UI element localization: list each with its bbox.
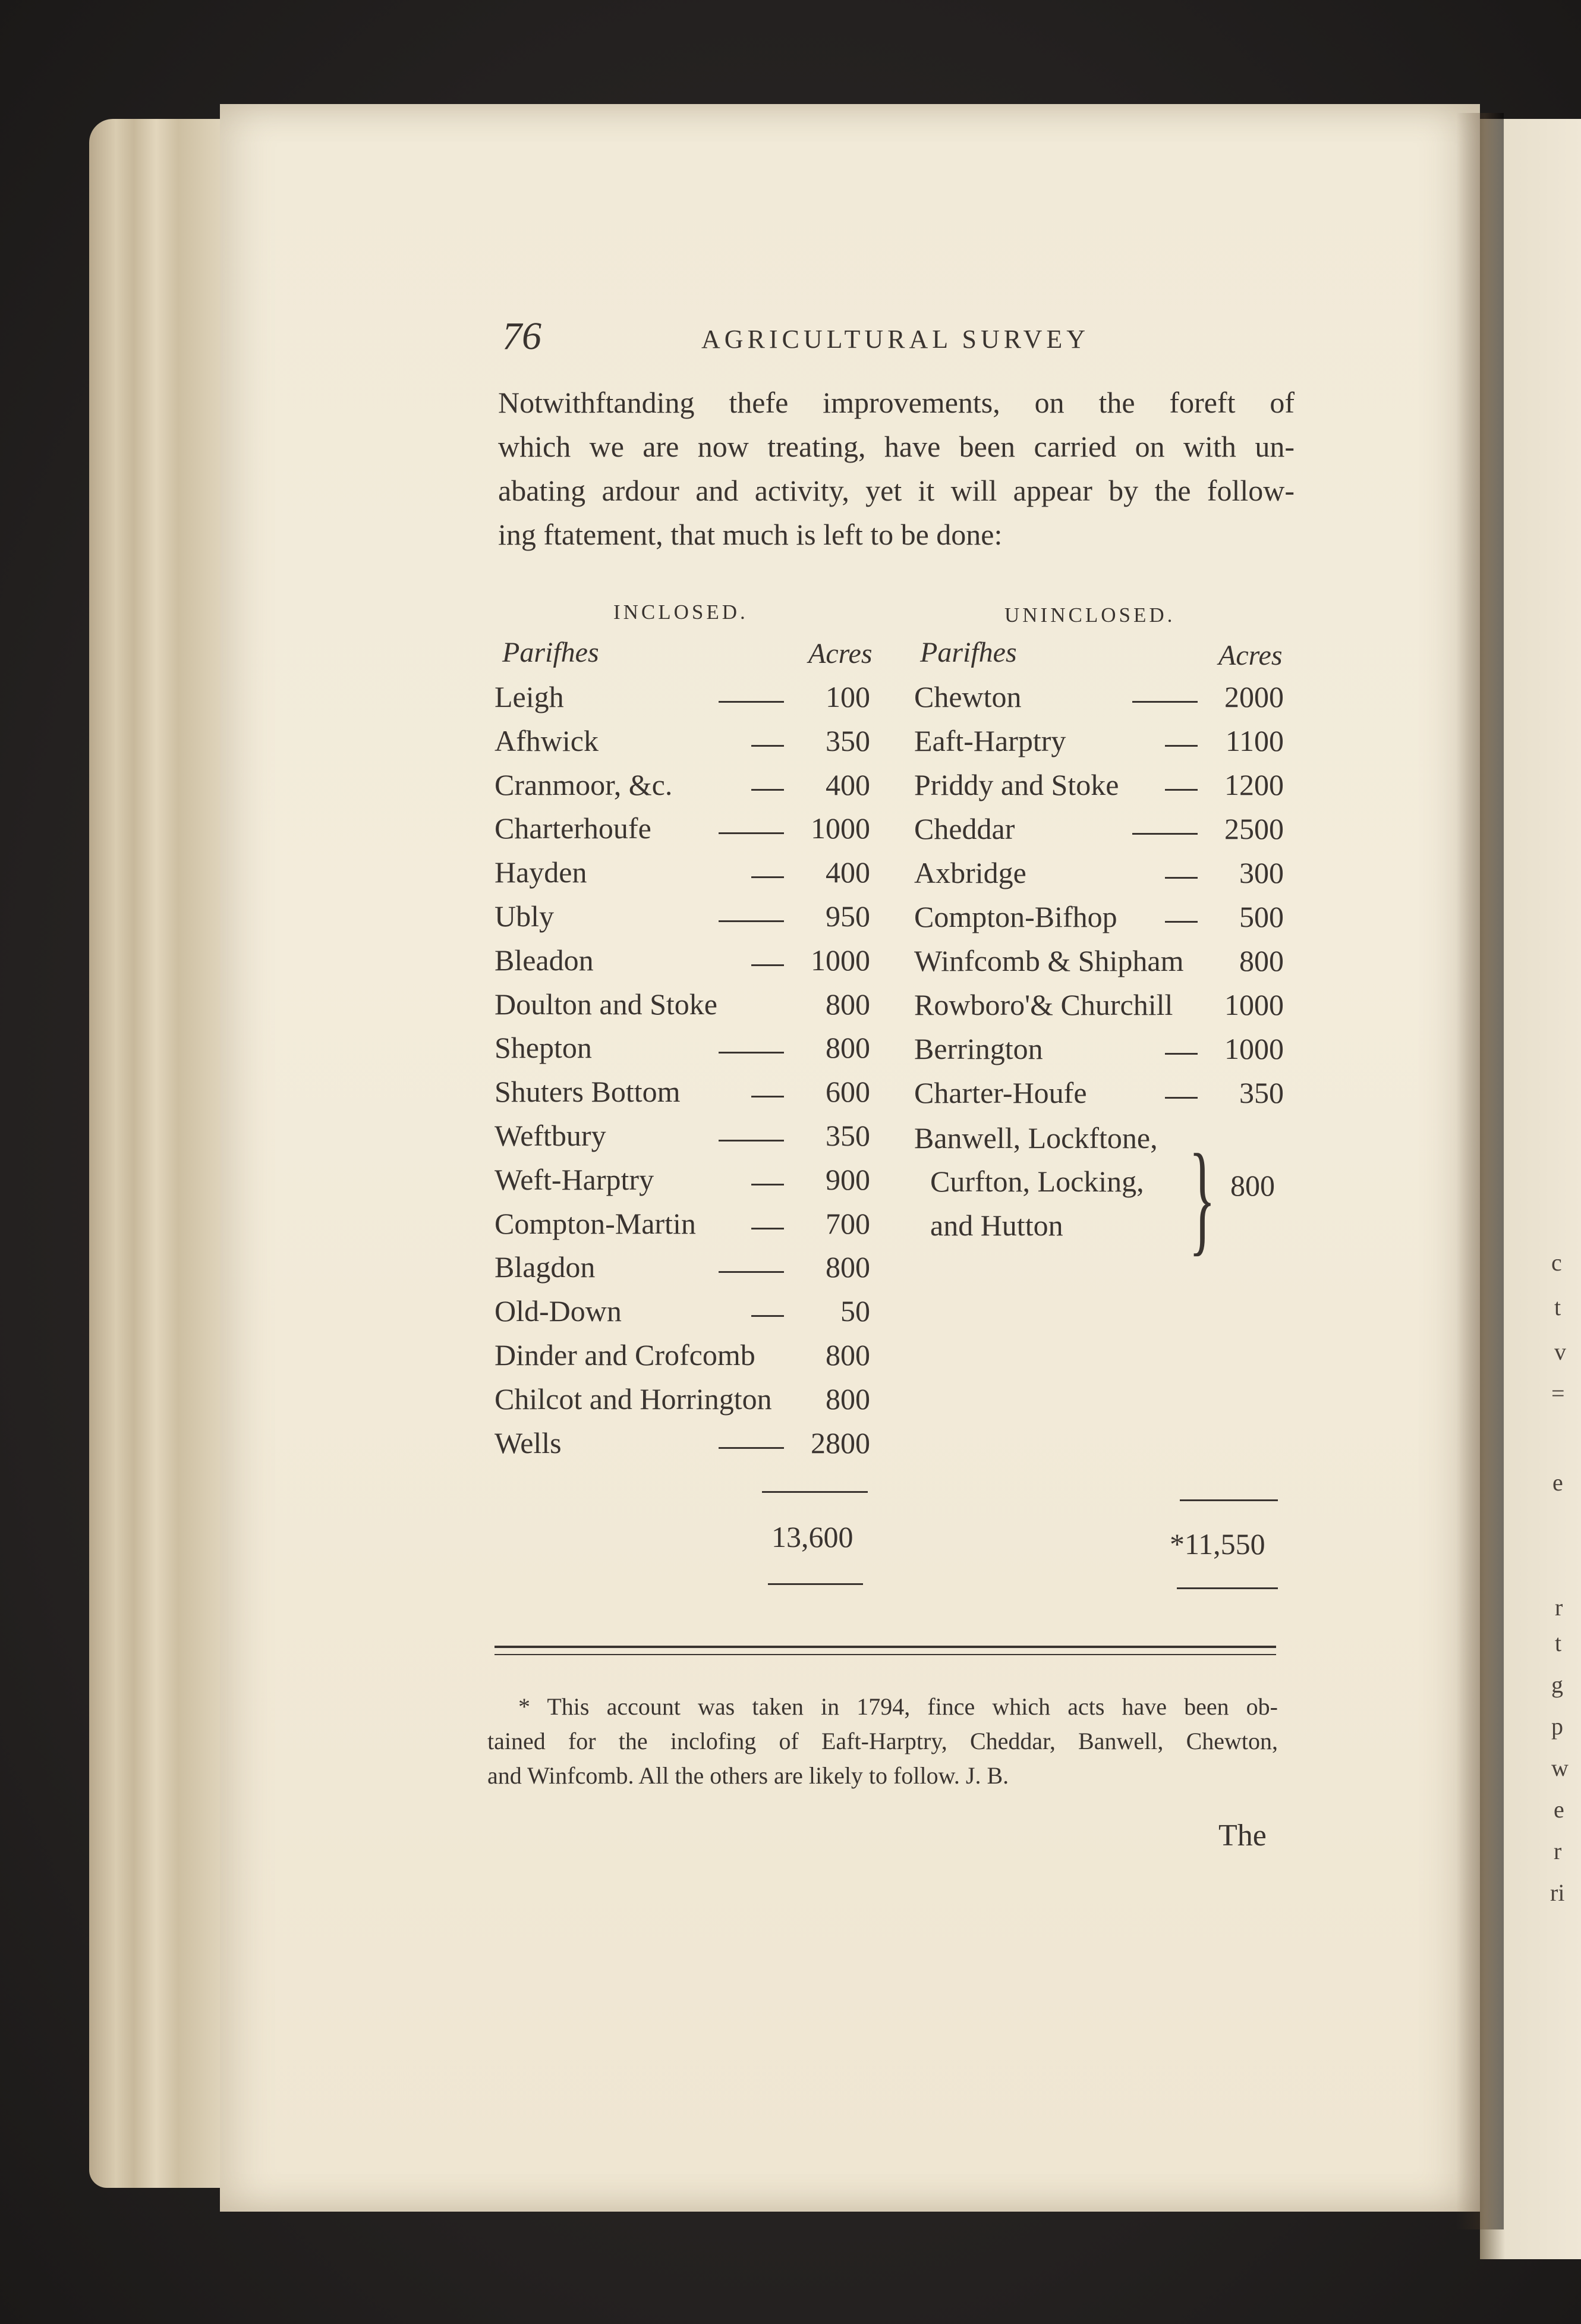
inclosed-acres-value: 800 [826, 1338, 870, 1372]
margin-letter: p [1551, 1713, 1563, 1740]
leader-dash [1165, 921, 1198, 923]
uninclosed-row [914, 944, 1284, 988]
uninclosed-parish-name: Priddy and Stoke [914, 768, 1119, 801]
footnote-line: and Winfcomb. All the others are likely to follow. J. B. [487, 1762, 1009, 1789]
paragraph-line: Notwithftanding thefe improvements, on the foreft of [498, 386, 1295, 419]
uninclosed-row [914, 1075, 1284, 1119]
leader-dash [1132, 833, 1198, 835]
uninclosed-acres-value: 350 [1239, 1076, 1284, 1109]
inclosed-parishes-label: Parifhes [502, 637, 599, 668]
inclosed-row [495, 1118, 870, 1162]
inclosed-row [495, 855, 870, 899]
inclosed-acres-value: 400 [826, 768, 870, 801]
inclosed-row [495, 1162, 870, 1206]
leader-dash [751, 964, 784, 966]
inclosed-acres-value: 700 [826, 1206, 870, 1240]
group-line: Curfton, Locking, [930, 1165, 1144, 1198]
uninclosed-heading: UNINCLOSED. [1004, 603, 1176, 627]
margin-letter: t [1554, 1294, 1561, 1320]
uninclosed-acres-value: 2000 [1224, 680, 1284, 713]
inclosed-parish-name: Ubly [495, 900, 554, 933]
footnote-separator-upper [495, 1646, 1276, 1648]
inclosed-acres-value: 800 [826, 1031, 870, 1065]
uninclosed-acres-value: 1000 [1224, 988, 1284, 1021]
intro-paragraph [498, 380, 1295, 556]
group-acres: 800 [1230, 1169, 1275, 1202]
uninclosed-parish-name: Berrington [914, 1032, 1043, 1065]
uninclosed-acres-value: 800 [1239, 944, 1284, 977]
curly-brace: } [1189, 1129, 1216, 1267]
uninclosed-row [914, 724, 1284, 768]
footnote-line: * This account was taken in 1794, fince which acts have been ob- [518, 1693, 1278, 1720]
inclosed-acres-value: 2800 [811, 1426, 870, 1460]
running-title: AGRICULTURAL SURVEY [701, 325, 1090, 354]
inclosed-parish-name: Leigh [495, 680, 564, 713]
inclosed-parish-name: Charterhoufe [495, 812, 651, 845]
uninclosed-acres-value: 300 [1239, 856, 1284, 889]
uninclosed-row [914, 856, 1284, 900]
inclosed-row [495, 1250, 870, 1294]
leader-dash [751, 1096, 784, 1097]
inclosed-parish-name: Shepton [495, 1031, 592, 1065]
uninclosed-acres-value: 1000 [1224, 1032, 1284, 1065]
margin-letter: e [1552, 1469, 1563, 1496]
uninclosed-total: *11,550 [1170, 1527, 1265, 1561]
uninclosed-acres-value: 500 [1239, 900, 1284, 933]
inclosed-acres-value: 1000 [811, 943, 870, 977]
inclosed-acres-value: 400 [826, 856, 870, 889]
uninclosed-total-rule-top [1180, 1499, 1278, 1501]
inclosed-row [495, 1030, 870, 1074]
uninclosed-row [914, 988, 1284, 1032]
inclosed-row [495, 1294, 870, 1338]
paragraph-line: abating ardour and activity, yet it will appear by the follow- [498, 474, 1295, 507]
inclosed-acres-value: 350 [826, 1119, 870, 1152]
inclosed-parish-name: Bleadon [495, 943, 594, 977]
uninclosed-parish-name: Winfcomb & Shipham [914, 944, 1184, 977]
inclosed-parish-name: Compton-Martin [495, 1206, 696, 1240]
leader-dash [751, 1228, 784, 1229]
inclosed-acres-value: 900 [826, 1162, 870, 1196]
inclosed-row [495, 1426, 870, 1470]
catchword: The [1218, 1819, 1267, 1853]
paragraph-line: ing ftatement, that much is left to be done: [498, 518, 1003, 551]
uninclosed-acres-value: 1200 [1224, 768, 1284, 801]
inclosed-acres-value: 800 [826, 1250, 870, 1284]
inclosed-parish-name: Blagdon [495, 1250, 596, 1284]
margin-letter: r [1554, 1838, 1562, 1864]
inclosed-acres-value: 50 [840, 1294, 870, 1328]
inclosed-row [495, 899, 870, 943]
gutter-shadow [1456, 113, 1504, 2229]
margin-letter: v [1554, 1338, 1566, 1365]
uninclosed-parishes-label: Parifhes [920, 637, 1017, 668]
inclosed-acres-label: Acres [808, 638, 873, 669]
inclosed-parish-name: Doulton and Stoke [495, 987, 717, 1021]
inclosed-row [495, 724, 870, 768]
inclosed-row [495, 768, 870, 812]
page-number: 76 [502, 315, 541, 358]
leader-dash [719, 1140, 784, 1141]
uninclosed-acres-value: 2500 [1224, 812, 1284, 845]
uninclosed-parish-name: Charter-Houfe [914, 1076, 1087, 1109]
leader-dash [1165, 745, 1198, 747]
inclosed-acres-value: 600 [826, 1075, 870, 1109]
leader-dash [719, 1271, 784, 1273]
leader-dash [1165, 789, 1198, 791]
uninclosed-parish-name: Compton-Bifhop [914, 900, 1117, 933]
leader-dash [751, 789, 784, 791]
inclosed-parish-name: Chilcot and Horrington [495, 1382, 772, 1416]
margin-letter: g [1551, 1671, 1563, 1698]
leader-dash [751, 876, 784, 878]
inclosed-total: 13,600 [771, 1520, 854, 1553]
inclosed-total-rule-bottom [768, 1583, 863, 1585]
uninclosed-row [914, 812, 1284, 856]
inclosed-acres-value: 950 [826, 900, 870, 933]
uninclosed-parish-name: Eaft-Harptry [914, 724, 1066, 757]
footnote-line: tained for the inclofing of Eaft-Harptry, Cheddar, Banwell, Chewton, [487, 1728, 1278, 1754]
uninclosed-row [914, 768, 1284, 812]
inclosed-acres-value: 350 [826, 724, 870, 757]
inclosed-parish-name: Afhwick [495, 724, 599, 757]
inclosed-parish-name: Weft-Harptry [495, 1162, 654, 1196]
inclosed-parish-name: Old-Down [495, 1294, 622, 1328]
inclosed-heading: INCLOSED. [613, 600, 748, 624]
inclosed-acres-value: 1000 [811, 812, 870, 845]
uninclosed-row [914, 900, 1284, 944]
margin-letter: c [1551, 1249, 1562, 1276]
leader-dash [751, 1315, 784, 1317]
uninclosed-parish-name: Cheddar [914, 812, 1015, 845]
inclosed-parish-name: Weftbury [495, 1119, 606, 1152]
inclosed-row [495, 1338, 870, 1382]
inclosed-row [495, 1074, 870, 1118]
margin-letter: ri [1550, 1879, 1565, 1906]
leader-dash [719, 1447, 784, 1449]
leader-dash [751, 1184, 784, 1185]
uninclosed-acres-label: Acres [1218, 640, 1283, 671]
group-line: Banwell, Lockftone, [914, 1121, 1158, 1155]
uninclosed-row [914, 680, 1284, 724]
leader-dash [719, 832, 784, 834]
margin-letter: t [1555, 1630, 1562, 1656]
inclosed-total-rule-top [762, 1491, 868, 1493]
margin-letter: r [1555, 1594, 1563, 1621]
margin-letter: = [1551, 1380, 1565, 1407]
uninclosed-total-rule-bottom [1177, 1587, 1278, 1589]
inclosed-row [495, 987, 870, 1031]
leader-dash [751, 745, 784, 747]
margin-letter: e [1554, 1796, 1564, 1823]
uninclosed-parish-name: Axbridge [914, 856, 1026, 889]
leader-dash [719, 1052, 784, 1053]
leader-dash [719, 701, 784, 703]
inclosed-row [495, 1382, 870, 1426]
inclosed-parish-name: Wells [495, 1426, 562, 1460]
leader-dash [1165, 1053, 1198, 1055]
footnote [487, 1690, 1278, 1793]
leader-dash [1165, 1097, 1198, 1099]
page-edge-stack [89, 119, 238, 2188]
paragraph-line: which we are now treating, have been carried on with un- [498, 430, 1295, 463]
inclosed-parish-name: Cranmoor, &c. [495, 768, 673, 801]
leader-dash [719, 920, 784, 922]
inclosed-acres-value: 800 [826, 987, 870, 1021]
footnote-separator-lower [495, 1654, 1276, 1655]
inclosed-parish-name: Hayden [495, 856, 587, 889]
inclosed-row [495, 1206, 870, 1250]
inclosed-acres-value: 800 [826, 1382, 870, 1416]
leader-dash [1165, 877, 1198, 879]
inclosed-parish-name: Shuters Bottom [495, 1075, 681, 1109]
uninclosed-parish-name: Rowboro'& Churchill [914, 988, 1173, 1021]
inclosed-acres-value: 100 [826, 680, 870, 713]
inclosed-row [495, 811, 870, 855]
group-line: and Hutton [930, 1209, 1063, 1242]
inclosed-row [495, 680, 870, 724]
uninclosed-acres-value: 1100 [1225, 724, 1284, 757]
inclosed-row [495, 943, 870, 987]
uninclosed-row [914, 1032, 1284, 1075]
leader-dash [1132, 701, 1198, 703]
uninclosed-parish-name: Chewton [914, 680, 1022, 713]
inclosed-parish-name: Dinder and Crofcomb [495, 1338, 755, 1372]
margin-letter: w [1551, 1754, 1569, 1781]
